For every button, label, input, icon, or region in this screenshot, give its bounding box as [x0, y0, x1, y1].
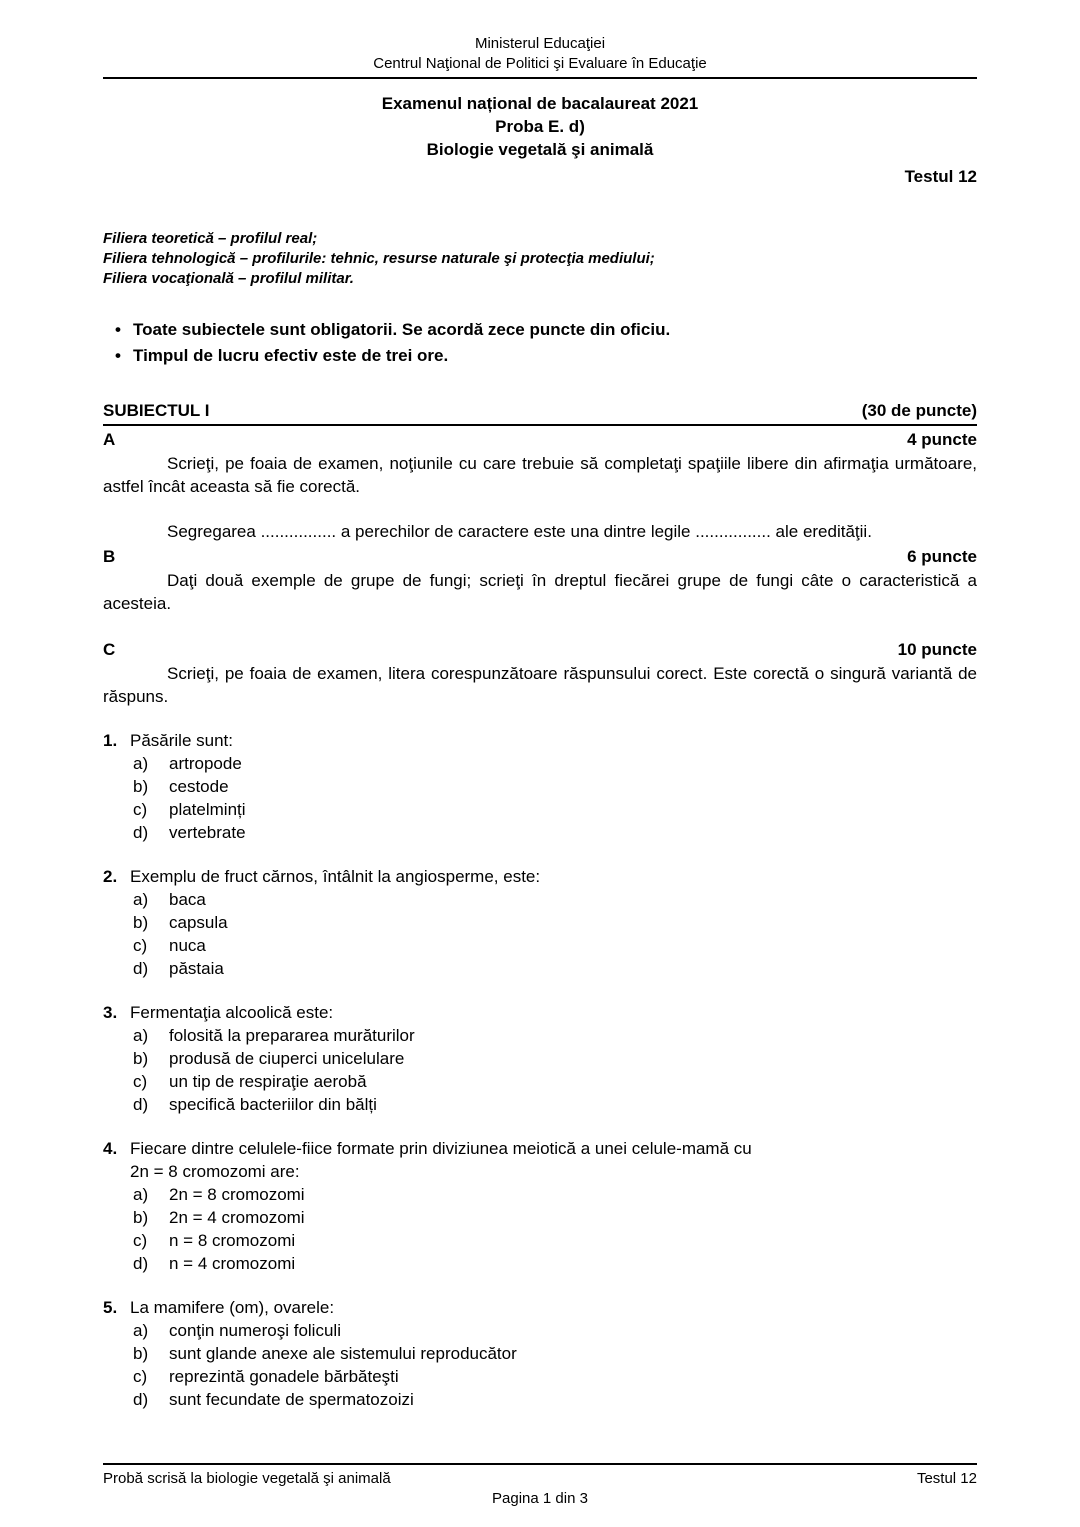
bullet-icon: •	[115, 346, 121, 365]
exam-title: Examenul național de bacalaureat 2021	[381, 94, 699, 113]
document-header	[103, 34, 977, 74]
footer-test-number: Testul 12	[916, 1470, 977, 1487]
question-line	[103, 1001, 977, 1024]
section-c-label: C	[103, 640, 116, 659]
section-b-paragraph: Daţi două exemple de grupe de fungi; scrieţi în dreptul fiecărei grupe de fungi câte o caracteristică a acesteia.	[103, 571, 977, 613]
option-text: artropode	[169, 754, 242, 773]
question-text: Fermentaţia alcoolică este:	[130, 1003, 334, 1022]
option-text: vertebrate	[169, 823, 246, 842]
section-a-paragraph: Scrieţi, pe foaia de examen, noţiunile cu care trebuie să completaţi spaţiile libere din afirmaţia următoare, astfel încât aceasta să fie corectă.	[103, 454, 977, 496]
option-d	[103, 1093, 977, 1116]
section-c-heading	[103, 637, 977, 662]
question-number: 2.	[103, 867, 118, 886]
option-letter: b)	[133, 1344, 149, 1363]
filiera-teoretica: Filiera teoretică – profilul real;	[103, 230, 318, 247]
question-line	[103, 1137, 977, 1160]
question-line	[103, 729, 977, 752]
option-text: produsă de ciuperci unicelulare	[169, 1049, 405, 1068]
option-d	[103, 1388, 977, 1411]
option-a	[103, 1183, 977, 1206]
subject-heading	[103, 399, 977, 426]
option-b	[103, 775, 977, 798]
section-a-points: 4 puncte	[907, 430, 977, 449]
option-d	[103, 957, 977, 980]
option-letter: d)	[133, 823, 149, 842]
option-text: 2n = 4 cromozomi	[169, 1208, 305, 1227]
footer-row	[103, 1469, 977, 1489]
question-text-continued: 2n = 8 cromozomi are:	[130, 1162, 300, 1181]
option-letter: c)	[133, 1367, 148, 1386]
option-text: cestode	[169, 777, 229, 796]
option-b	[103, 1206, 977, 1229]
option-letter: a)	[133, 1321, 149, 1340]
option-a	[103, 1024, 977, 1047]
option-text: capsula	[169, 913, 228, 932]
instructions-list	[103, 317, 977, 369]
option-a	[103, 1319, 977, 1342]
section-a-fill-in: Segregarea ................ a perechilor de caractere este una dintre legile ................ ale eredităţii.	[167, 522, 872, 541]
option-letter: d)	[133, 959, 149, 978]
option-c	[103, 934, 977, 957]
option-text: un tip de respiraţie aerobă	[169, 1072, 367, 1091]
option-text: n = 8 cromozomi	[169, 1231, 296, 1250]
option-d	[103, 1252, 977, 1275]
option-text: nuca	[169, 936, 206, 955]
instruction-item	[103, 343, 977, 369]
option-letter: a)	[133, 1026, 149, 1045]
question-line	[103, 865, 977, 888]
section-b-label: B	[103, 547, 116, 566]
option-letter: b)	[133, 777, 149, 796]
question-text: Păsările sunt:	[130, 731, 233, 750]
option-letter: c)	[133, 1231, 148, 1250]
question-text: Exemplu de fruct cărnos, întâlnit la angiosperme, este:	[130, 867, 541, 886]
question-text: Fiecare dintre celulele-fiice formate prin diviziunea meiotică a unei celule-mamă cu	[130, 1139, 752, 1158]
option-text: n = 4 cromozomi	[169, 1254, 296, 1273]
filiera-tehnologica: Filiera tehnologică – profilurile: tehnic, resurse naturale şi protecţia mediului;	[103, 250, 655, 267]
question-1	[103, 729, 977, 844]
option-letter: c)	[133, 800, 148, 819]
section-c-paragraph: Scrieţi, pe foaia de examen, litera corespunzătoare răspunsului corect. Este corectă o singură variantă de răspuns.	[103, 664, 977, 706]
test-number-label: Testul 12	[904, 167, 977, 186]
instruction-text: Timpul de lucru efectiv este de trei ore.	[133, 346, 449, 365]
option-c	[103, 798, 977, 821]
exam-title-block	[103, 92, 977, 161]
center-name: Centrul Naţional de Politici şi Evaluare în Educaţie	[373, 55, 707, 72]
section-b-points: 6 puncte	[907, 547, 977, 566]
option-c	[103, 1070, 977, 1093]
question-number: 5.	[103, 1298, 118, 1317]
option-text: reprezintă gonadele bărbăteşti	[169, 1367, 399, 1386]
header-divider	[103, 77, 977, 79]
instruction-item	[103, 317, 977, 343]
section-b-heading	[103, 544, 977, 569]
option-a	[103, 752, 977, 775]
question-5	[103, 1296, 977, 1411]
option-text: folosită la prepararea murăturilor	[169, 1026, 415, 1045]
option-letter: a)	[133, 1185, 149, 1204]
question-number: 1.	[103, 731, 118, 750]
question-4	[103, 1137, 977, 1275]
option-letter: b)	[133, 913, 149, 932]
footer-page-number: Pagina 1 din 3	[492, 1490, 588, 1507]
question-3	[103, 1001, 977, 1116]
option-b	[103, 1342, 977, 1365]
filiera-block	[103, 229, 977, 289]
option-letter: d)	[133, 1390, 149, 1409]
option-letter: a)	[133, 754, 149, 773]
option-letter: d)	[133, 1254, 149, 1273]
question-line	[103, 1296, 977, 1319]
ministry-name: Ministerul Educaţiei	[474, 35, 606, 52]
question-number: 3.	[103, 1003, 118, 1022]
question-2	[103, 865, 977, 980]
option-text: baca	[169, 890, 206, 909]
page-footer	[103, 1463, 977, 1509]
subject-title: SUBIECTUL I	[103, 401, 210, 420]
instruction-text: Toate subiectele sunt obligatorii. Se acordă zece puncte din oficiu.	[133, 320, 671, 339]
option-letter: d)	[133, 1095, 149, 1114]
bullet-icon: •	[115, 320, 121, 339]
option-a	[103, 888, 977, 911]
option-text: platelminți	[169, 800, 246, 819]
option-letter: c)	[133, 1072, 148, 1091]
question-number: 4.	[103, 1139, 118, 1158]
option-letter: b)	[133, 1208, 149, 1227]
question-text: La mamifere (om), ovarele:	[130, 1298, 335, 1317]
section-c-points: 10 puncte	[897, 640, 977, 659]
exam-subject: Biologie vegetală şi animală	[426, 140, 654, 159]
option-letter: a)	[133, 890, 149, 909]
option-text: 2n = 8 cromozomi	[169, 1185, 305, 1204]
option-c	[103, 1229, 977, 1252]
option-text: sunt fecundate de spermatozoizi	[169, 1390, 414, 1409]
option-text: conţin numeroşi foliculi	[169, 1321, 341, 1340]
subject-points: (30 de puncte)	[861, 401, 977, 420]
option-c	[103, 1365, 977, 1388]
option-letter: c)	[133, 936, 148, 955]
exam-proba: Proba E. d)	[495, 117, 585, 136]
option-d	[103, 821, 977, 844]
option-b	[103, 911, 977, 934]
option-letter: b)	[133, 1049, 149, 1068]
option-text: păstaia	[169, 959, 224, 978]
section-a-heading	[103, 427, 977, 452]
footer-exam-name: Probă scrisă la biologie vegetală şi animală	[103, 1470, 391, 1487]
option-b	[103, 1047, 977, 1070]
section-a-label: A	[103, 430, 116, 449]
option-text: specifică bacteriilor din bălți	[169, 1095, 377, 1114]
option-text: sunt glande anexe ale sistemului reproducător	[169, 1344, 517, 1363]
filiera-vocationala: Filiera vocaţională – profilul militar.	[103, 270, 354, 287]
